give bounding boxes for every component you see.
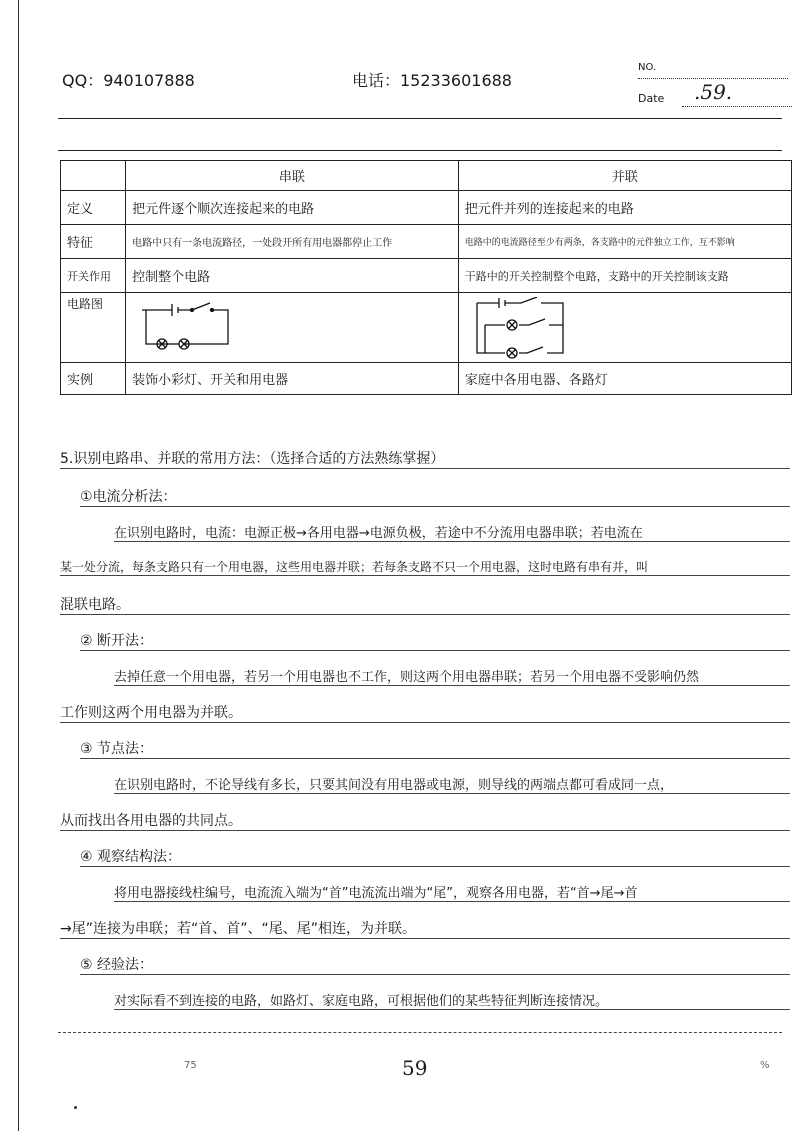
page-number: 59 (402, 1056, 428, 1080)
series-parallel-table (60, 160, 792, 395)
method-1-line-1: 在识别电路时，电流：电源正极→各用电器→电源负极，若途中不分流用电器串联；若电流在 (114, 522, 790, 542)
binding-line (18, 0, 19, 1131)
method-2-line-2: 工作则这两个用电器为并联。 (60, 702, 790, 723)
method-1-line-2: 某一处分流，每条支路只有一个用电器，这些用电器并联；若每条支路不只一个用电器，这时电路有串有并，叫 (60, 558, 790, 576)
series-cell: 控制整个电路 (126, 259, 459, 293)
table-row (61, 293, 792, 363)
row-label: 开关作用 (61, 259, 126, 293)
parallel-cell: 家庭中各用电器、各路灯 (458, 363, 791, 395)
margin-dot (74, 1106, 77, 1109)
date-value: .59. (694, 80, 733, 104)
phone-number: 电话：15233601688 (352, 71, 512, 90)
series-circuit-icon (132, 300, 242, 356)
method-3-line-1: 在识别电路时，不论导线有多长，只要其间没有用电器或电源，则导线的两端点都可看成同一点， (114, 774, 790, 794)
series-header: 串联 (126, 161, 459, 191)
series-cell: 装饰小彩灯、开关和用电器 (126, 363, 459, 395)
corner-cell (61, 161, 126, 191)
page-header (62, 62, 792, 105)
date-line (682, 106, 792, 107)
series-circuit-diagram (126, 293, 459, 363)
method-4-title: ④ 观察结构法： (80, 846, 790, 867)
method-3-line-2: 从而找出各用电器的共同点。 (60, 810, 790, 831)
row-label: 电路图 (61, 293, 126, 363)
method-4-line-2: →尾”连接为串联；若“首、首”、“尾、尾”相连，为并联。 (60, 918, 790, 939)
parallel-cell: 干路中的开关控制整个电路，支路中的开关控制该支路 (458, 259, 791, 293)
method-2-title: ② 断开法： (80, 630, 790, 651)
method-5-line-1: 对实际看不到连接的电路，如路灯、家庭电路，可根据他们的某些特征判断连接情况。 (114, 990, 790, 1010)
footer-mark-left: 75 (184, 1060, 197, 1071)
series-cell: 电路中只有一条电流路径，一处段开所有用电器都停止工作 (126, 225, 459, 259)
qq-number: QQ：940107888 (62, 71, 195, 90)
parallel-circuit-diagram (458, 293, 791, 363)
no-label: NO. (638, 62, 657, 73)
table-row (61, 363, 792, 395)
series-cell: 把元件逐个顺次连接起来的电路 (126, 191, 459, 225)
method-4-line-1: 将用电器接线柱编号，电流流入端为“首”电流流出端为“尾”，观察各用电器，若“首→尾→首 (114, 882, 790, 902)
parallel-header: 并联 (458, 161, 791, 191)
row-label: 实例 (61, 363, 126, 395)
header-rule (58, 118, 782, 119)
methods-heading: 5.识别电路串、并联的常用方法：（选择合适的方法熟练掌握） (60, 448, 790, 469)
method-1-title: ①电流分析法： (80, 486, 790, 507)
table-row (61, 225, 792, 259)
parallel-cell: 电路中的电流路径至少有两条，各支路中的元件独立工作，互不影响 (458, 225, 791, 259)
date-label: Date (638, 92, 665, 105)
method-5-title: ⑤ 经验法： (80, 954, 790, 975)
row-label: 特征 (61, 225, 126, 259)
parallel-circuit-icon (465, 297, 585, 359)
footer-mark-right: % (760, 1060, 770, 1071)
method-1-line-3: 混联电路。 (60, 594, 790, 615)
footer-rule (58, 1032, 782, 1033)
method-3-title: ③ 节点法： (80, 738, 790, 759)
table-header-row (61, 161, 792, 191)
no-line (638, 78, 788, 79)
table-row (61, 259, 792, 293)
method-2-line-1: 去掉任意一个用电器，若另一个用电器也不工作，则这两个用电器串联；若另一个用电器不受影响仍然 (114, 666, 790, 686)
table-top-rule (58, 150, 782, 151)
table-row (61, 191, 792, 225)
parallel-cell: 把元件并列的连接起来的电路 (458, 191, 791, 225)
row-label: 定义 (61, 191, 126, 225)
